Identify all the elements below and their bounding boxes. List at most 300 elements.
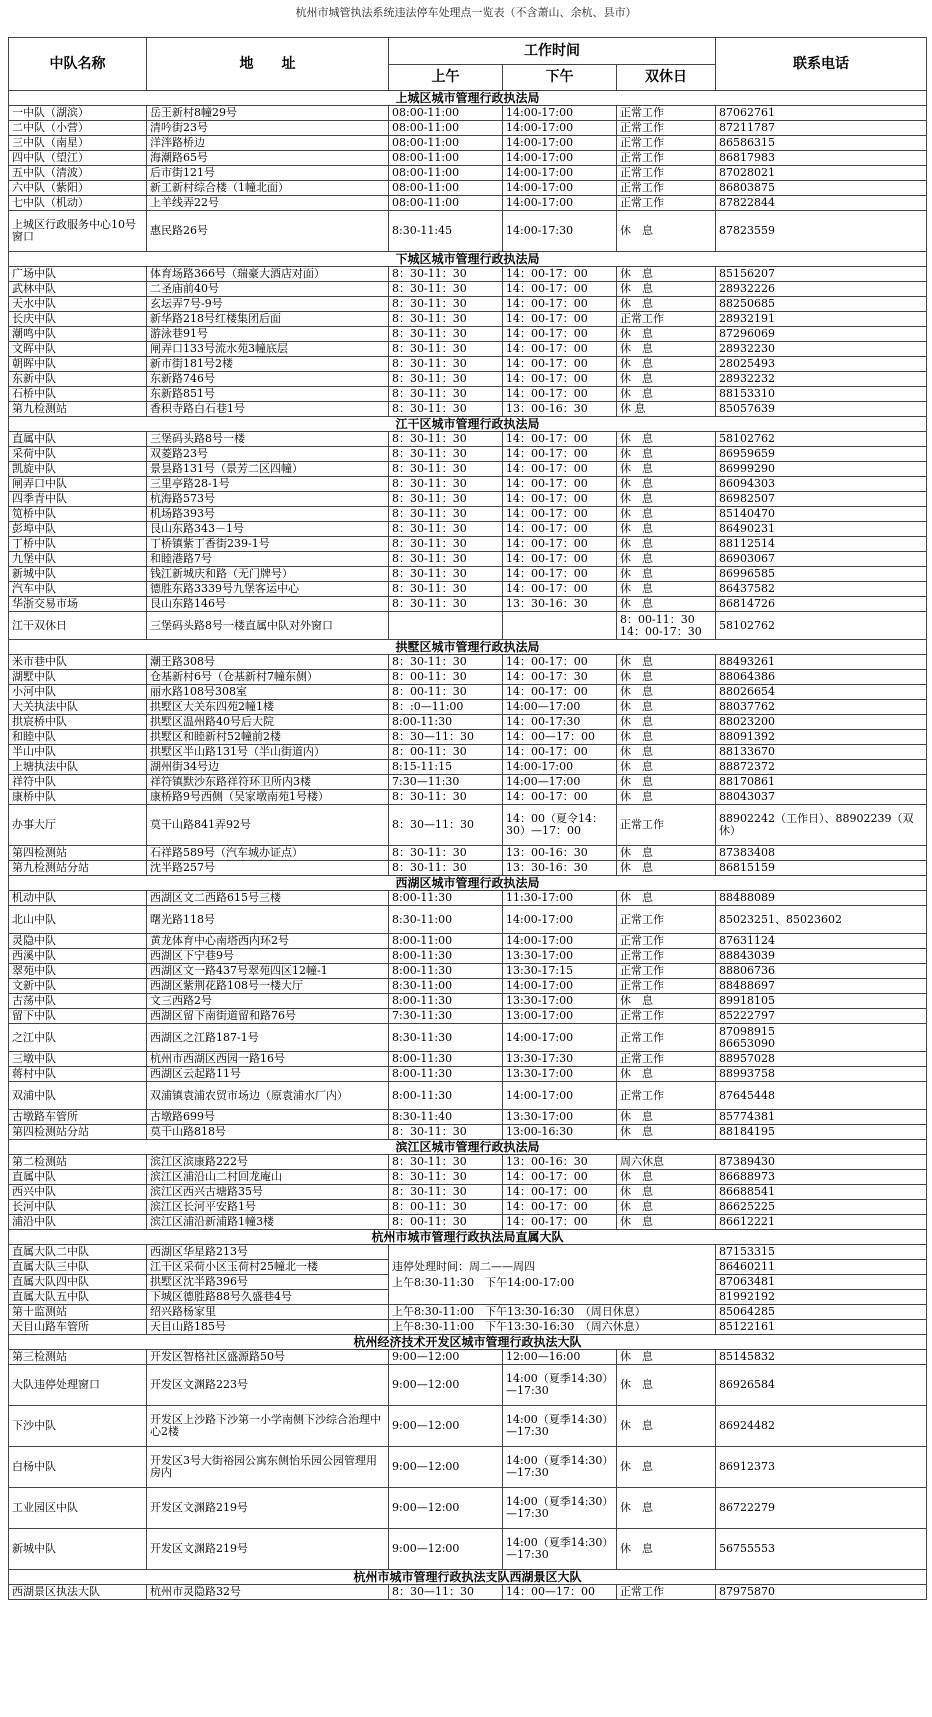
- station-name: 和睦中队: [9, 730, 147, 745]
- station-address: 二圣庙前40号: [147, 282, 389, 297]
- table-row: [9, 775, 927, 790]
- phone-number: 88806736: [716, 964, 927, 979]
- station-address: 潮王路308号: [147, 655, 389, 670]
- phone-number: 88133670: [716, 745, 927, 760]
- station-address: 清吟街23号: [147, 121, 389, 136]
- phone-number: 86490231: [716, 522, 927, 537]
- table-row: [9, 612, 927, 640]
- station-name: 东新中队: [9, 372, 147, 387]
- morning-hours: 8:00-11:30: [389, 891, 503, 906]
- afternoon-hours: 13：00-16：30: [503, 1155, 617, 1170]
- morning-hours: 7:30-11:30: [389, 1009, 503, 1024]
- phone-number-1: 87098915: [719, 1024, 775, 1038]
- station-name: 浦沿中队: [9, 1215, 147, 1230]
- afternoon-hours: 14：00-17：00: [503, 312, 617, 327]
- station-address: 双菱路23号: [147, 447, 389, 462]
- phone-number: 88902242（工作日）、88902239（双休）: [716, 805, 927, 846]
- phone-number: 88843039: [716, 949, 927, 964]
- table-row: [9, 979, 927, 994]
- phone-number: 58102762: [716, 612, 927, 640]
- weekend-status: 休 息: [617, 861, 716, 876]
- afternoon-hours: 14：00-17：00: [503, 327, 617, 342]
- weekend-status: 正常工作: [617, 964, 716, 979]
- afternoon-hours: 13:30-17:00: [503, 1110, 617, 1125]
- table-row: [9, 567, 927, 582]
- phone-number: 86625225: [716, 1200, 927, 1215]
- morning-hours: 8：30—11：30: [389, 730, 503, 745]
- morning-hours: 8：30-11：30: [389, 1185, 503, 1200]
- morning-hours: 8：30-11：30: [389, 402, 503, 417]
- station-address: 艮山东路146号: [147, 597, 389, 612]
- afternoon-hours: 14:00（夏季14:30）—17:30: [503, 1529, 617, 1570]
- morning-hours: 8:00-11:30: [389, 1067, 503, 1082]
- weekend-status: 休 息: [617, 297, 716, 312]
- section-title: 杭州市城市管理行政执法支队西湖景区大队: [9, 1570, 927, 1585]
- morning-hours: 9:00—12:00: [389, 1488, 503, 1529]
- weekend-status: 休 息: [617, 342, 716, 357]
- weekend-status: 正常工作: [617, 1082, 716, 1110]
- weekend-status: 休 息: [617, 715, 716, 730]
- morning-hours: [389, 612, 503, 640]
- afternoon-hours: 13：30-16：30: [503, 597, 617, 612]
- header-phone: 联系电话: [716, 38, 927, 91]
- phone-number: 85122161: [716, 1320, 927, 1335]
- morning-hours: 8：30-11：30: [389, 297, 503, 312]
- section-title: 滨江区城市管理行政执法局: [9, 1140, 927, 1155]
- table-row: [9, 372, 927, 387]
- afternoon-hours: 14：00-17：00: [503, 462, 617, 477]
- weekend-status: 休 息: [617, 1350, 716, 1365]
- station-address: 开发区文渊路223号: [147, 1365, 389, 1406]
- station-address: 滨江区西兴古塘路35号: [147, 1185, 389, 1200]
- table-row: [9, 1082, 927, 1110]
- section-row: [9, 1140, 927, 1155]
- afternoon-hours: 14：00-17：00: [503, 685, 617, 700]
- table-row: [9, 297, 927, 312]
- station-address: 新市街181号2楼: [147, 357, 389, 372]
- station-address: 石祥路589号（汽车城办证点）: [147, 846, 389, 861]
- station-address: 惠民路26号: [147, 211, 389, 252]
- phone-number: 88170861: [716, 775, 927, 790]
- afternoon-hours: 14:00-17:00: [503, 166, 617, 181]
- phone-number: 86959659: [716, 447, 927, 462]
- morning-hours: 8：30—11：30: [389, 805, 503, 846]
- weekend-status: 正常工作: [617, 1009, 716, 1024]
- phone-number: [716, 1024, 927, 1052]
- weekend-status: 正常工作: [617, 934, 716, 949]
- section-row: [9, 417, 927, 432]
- phone-number: 28932226: [716, 282, 927, 297]
- phone-number: 88112514: [716, 537, 927, 552]
- afternoon-hours: 12:00—16:00: [503, 1350, 617, 1365]
- phone-number: 88993758: [716, 1067, 927, 1082]
- phone-number: 28932191: [716, 312, 927, 327]
- morning-hours: 9:00—12:00: [389, 1447, 503, 1488]
- afternoon-hours: 14：00—17：00: [503, 1585, 617, 1600]
- phone-number: 88250685: [716, 297, 927, 312]
- afternoon-hours: 14:00-17:30: [503, 211, 617, 252]
- phone-number: 87383408: [716, 846, 927, 861]
- afternoon-hours: 14：00-17：00: [503, 522, 617, 537]
- station-name: 大队违停处理窗口: [9, 1365, 147, 1406]
- weekend-status: 休 息: [617, 1215, 716, 1230]
- weekend-status: 休 息: [617, 891, 716, 906]
- afternoon-hours: 14：00-17:30: [503, 715, 617, 730]
- station-address: 景昙路131号（景芳二区四幢）: [147, 462, 389, 477]
- station-address: 西湖区之江路187-1号: [147, 1024, 389, 1052]
- morning-hours: 8：30-11：30: [389, 1170, 503, 1185]
- weekend-status: 休 息: [617, 282, 716, 297]
- weekend-status: 正常工作: [617, 181, 716, 196]
- phone-number: 88037762: [716, 700, 927, 715]
- afternoon-hours: 14:00（夏季14:30）—17:30: [503, 1488, 617, 1529]
- weekend-status: 休 息: [617, 357, 716, 372]
- station-address: 西湖区下宁巷9号: [147, 949, 389, 964]
- station-address: 西湖区云起路11号: [147, 1067, 389, 1082]
- station-address: 文三西路2号: [147, 994, 389, 1009]
- afternoon-hours: 14:00（夏季14:30）—17:30: [503, 1365, 617, 1406]
- morning-hours: 8：30-11：30: [389, 447, 503, 462]
- station-name: 文晖中队: [9, 342, 147, 357]
- morning-hours: 8：30-11：30: [389, 387, 503, 402]
- station-address: 东新路746号: [147, 372, 389, 387]
- section-title: 江干区城市管理行政执法局: [9, 417, 927, 432]
- morning-hours: 8：00-11：30: [389, 1200, 503, 1215]
- morning-hours: 8：30-11：30: [389, 1155, 503, 1170]
- section-row: [9, 1335, 927, 1350]
- morning-hours: 8：30-11：30: [389, 327, 503, 342]
- morning-hours: 8：30-11：30: [389, 522, 503, 537]
- table-row: [9, 1245, 927, 1260]
- afternoon-hours: 14:00-17:00: [503, 760, 617, 775]
- morning-hours: 8：30-11：30: [389, 846, 503, 861]
- phone-number: 88026654: [716, 685, 927, 700]
- weekend-status: 正常工作: [617, 949, 716, 964]
- phone-number: 88957028: [716, 1052, 927, 1067]
- phone-number: 56755553: [716, 1529, 927, 1570]
- header-am: 上午: [389, 64, 503, 91]
- section-row: [9, 252, 927, 267]
- station-name: 二中队（小营）: [9, 121, 147, 136]
- afternoon-hours: 14：00-17：00: [503, 1170, 617, 1185]
- table-row: [9, 906, 927, 934]
- morning-hours: 8:30-11:30: [389, 1024, 503, 1052]
- station-name: 西湖景区执法大队: [9, 1585, 147, 1600]
- station-name: 古荡中队: [9, 994, 147, 1009]
- afternoon-hours: 14：00-17：00: [503, 267, 617, 282]
- section-title: 拱墅区城市管理行政执法局: [9, 640, 927, 655]
- afternoon-hours: 14：00-17：00: [503, 372, 617, 387]
- station-address: 拱墅区温州路40号后大院: [147, 715, 389, 730]
- morning-hours: 7:30—11:30: [389, 775, 503, 790]
- phone-number: 87822844: [716, 196, 927, 211]
- phone-number: 85023251、85023602: [716, 906, 927, 934]
- station-address: 拱墅区沈半路396号: [147, 1275, 389, 1290]
- phone-number: 86803875: [716, 181, 927, 196]
- table-row: [9, 121, 927, 136]
- phone-number: 87211787: [716, 121, 927, 136]
- station-name: 武林中队: [9, 282, 147, 297]
- phone-number: 86722279: [716, 1488, 927, 1529]
- station-address: 开发区智格社区盛源路50号: [147, 1350, 389, 1365]
- weekend-status: 休 息: [617, 402, 716, 417]
- weekend-status: 正常工作: [617, 979, 716, 994]
- weekend-status: 休 息: [617, 1185, 716, 1200]
- table-row: [9, 670, 927, 685]
- header-name: 中队名称: [9, 38, 147, 91]
- station-name: 之江中队: [9, 1024, 147, 1052]
- phone-number: 87296069: [716, 327, 927, 342]
- station-address: 拱墅区大关东四苑2幢1楼: [147, 700, 389, 715]
- morning-hours: 8：30-11：30: [389, 432, 503, 447]
- phone-number: 28932230: [716, 342, 927, 357]
- station-name: 天水中队: [9, 297, 147, 312]
- afternoon-hours: 14：00-17：00: [503, 655, 617, 670]
- phone-number: 86460211: [716, 1260, 927, 1275]
- station-name: 凯旋中队: [9, 462, 147, 477]
- weekend-status: 休 息: [617, 1067, 716, 1082]
- afternoon-hours: 14:00-17:00: [503, 151, 617, 166]
- station-name: 上塘执法中队: [9, 760, 147, 775]
- morning-hours: 8：30-11：30: [389, 861, 503, 876]
- station-name: 丁桥中队: [9, 537, 147, 552]
- weekend-status: 休 息: [617, 1488, 716, 1529]
- table-row: [9, 846, 927, 861]
- header-pm: 下午: [503, 64, 617, 91]
- phone-number: 85774381: [716, 1110, 927, 1125]
- section-row: [9, 1230, 927, 1245]
- table-body: [9, 38, 927, 1600]
- table-row: [9, 342, 927, 357]
- morning-hours: 8：30-11：30: [389, 1125, 503, 1140]
- header-time: 工作时间: [389, 38, 716, 65]
- station-address: 开发区3号大街裕园公寓东侧怡乐园公园管理用房内: [147, 1447, 389, 1488]
- station-address: 开发区上沙路下沙第一小学南侧下沙综合治理中心2楼: [147, 1406, 389, 1447]
- afternoon-hours: 14:00-17:00: [503, 121, 617, 136]
- phone-number: 88064386: [716, 670, 927, 685]
- station-name: 长河中队: [9, 1200, 147, 1215]
- station-address: 沈半路257号: [147, 861, 389, 876]
- morning-hours: 08:00-11:00: [389, 106, 503, 121]
- weekend-status: 休 息: [617, 655, 716, 670]
- station-address: 古墩路699号: [147, 1110, 389, 1125]
- station-name: 西兴中队: [9, 1185, 147, 1200]
- morning-hours: 9:00—12:00: [389, 1406, 503, 1447]
- phone-number: 86688973: [716, 1170, 927, 1185]
- weekend-status: 休 息: [617, 267, 716, 282]
- table-row: [9, 1320, 927, 1335]
- morning-hours: 8：00-11：30: [389, 1215, 503, 1230]
- phone-number: 85156207: [716, 267, 927, 282]
- phone-number: 85140470: [716, 507, 927, 522]
- afternoon-hours: 13:30-17:00: [503, 949, 617, 964]
- weekend-status: 休 息: [617, 775, 716, 790]
- weekend-status: 休 息: [617, 597, 716, 612]
- weekend-status: 正常工作: [617, 312, 716, 327]
- afternoon-hours: 14：00-17：00: [503, 1200, 617, 1215]
- afternoon-hours: 14：00-17：00: [503, 1215, 617, 1230]
- header-row: [9, 38, 927, 65]
- afternoon-hours: 14:00-17:00: [503, 1082, 617, 1110]
- header-address: 地 址: [147, 38, 389, 91]
- phone-number: 86999290: [716, 462, 927, 477]
- station-name: 六中队（紫阳）: [9, 181, 147, 196]
- phone-number: 88023200: [716, 715, 927, 730]
- section-row: [9, 1570, 927, 1585]
- phone-number: 86926584: [716, 1365, 927, 1406]
- weekend-status: 休 息: [617, 1406, 716, 1447]
- phone-number: 86815159: [716, 861, 927, 876]
- afternoon-hours: 13:00-16:30: [503, 1125, 617, 1140]
- station-address: 玄坛弄7号-9号: [147, 297, 389, 312]
- phone-number: 88153310: [716, 387, 927, 402]
- afternoon-hours: 14：00-17：00: [503, 447, 617, 462]
- morning-hours: 8：30-11：30: [389, 582, 503, 597]
- table-row: [9, 552, 927, 567]
- phone-number: 88488697: [716, 979, 927, 994]
- table-row: [9, 949, 927, 964]
- station-name: 古墩路车管所: [9, 1110, 147, 1125]
- phone-number: 81992192: [716, 1290, 927, 1305]
- section-title: 杭州经济技术开发区城市管理行政执法大队: [9, 1335, 927, 1350]
- station-name: 北山中队: [9, 906, 147, 934]
- weekend-status: 正常工作: [617, 136, 716, 151]
- weekend-status: 休 息: [617, 537, 716, 552]
- phone-number: 28025493: [716, 357, 927, 372]
- hours-note-days: 违停处理时间：周二——周四: [392, 1259, 535, 1273]
- station-address: 香积寺路白石巷1号: [147, 402, 389, 417]
- afternoon-hours: 14：00—17：00: [503, 730, 617, 745]
- table-row: [9, 537, 927, 552]
- table-row: [9, 861, 927, 876]
- phone-number: 86996585: [716, 567, 927, 582]
- station-name: 第十监测站: [9, 1305, 147, 1320]
- station-name: 半山中队: [9, 745, 147, 760]
- phone-number: 86903067: [716, 552, 927, 567]
- weekend-status: 休 息: [617, 670, 716, 685]
- phone-number: 87062761: [716, 106, 927, 121]
- table-row: [9, 1488, 927, 1529]
- weekend-status: 休 息: [617, 1365, 716, 1406]
- table-row: [9, 964, 927, 979]
- station-address: 滨江区长河平安路1号: [147, 1200, 389, 1215]
- phone-number: 58102762: [716, 432, 927, 447]
- afternoon-hours: 14：00-17：00: [503, 1185, 617, 1200]
- section-title: 杭州市城市管理行政执法局直属大队: [9, 1230, 927, 1245]
- station-name: 上城区行政服务中心10号窗口: [9, 211, 147, 252]
- afternoon-hours: 14:00-17:00: [503, 1024, 617, 1052]
- station-name: 小河中队: [9, 685, 147, 700]
- station-address: 游泳巷91号: [147, 327, 389, 342]
- morning-hours: 8：30-11：30: [389, 477, 503, 492]
- station-name: 新城中队: [9, 1529, 147, 1570]
- table-row: [9, 1067, 927, 1082]
- table-row: [9, 1447, 927, 1488]
- station-address: 三堡码头路8号一楼: [147, 432, 389, 447]
- station-name: 汽车中队: [9, 582, 147, 597]
- afternoon-hours: 14:00-17:00: [503, 906, 617, 934]
- morning-hours: 08:00-11:00: [389, 151, 503, 166]
- morning-hours: 8：00-11：30: [389, 670, 503, 685]
- morning-hours: 9:00—12:00: [389, 1529, 503, 1570]
- station-address: 德胜东路3339号九堡客运中心: [147, 582, 389, 597]
- station-address: 天目山路185号: [147, 1320, 389, 1335]
- table-row: [9, 492, 927, 507]
- morning-hours: 8：:0—11:00: [389, 700, 503, 715]
- table-row: [9, 1155, 927, 1170]
- table-row: [9, 166, 927, 181]
- weekend-status: 休 息: [617, 432, 716, 447]
- table-row: [9, 1305, 927, 1320]
- phone-number: 86688541: [716, 1185, 927, 1200]
- table-row: [9, 196, 927, 211]
- station-address: 莫干山路818号: [147, 1125, 389, 1140]
- morning-hours: 8：30-11：30: [389, 552, 503, 567]
- station-address: 岳王新村8幢29号: [147, 106, 389, 121]
- station-name: 九堡中队: [9, 552, 147, 567]
- station-name: 直属大队三中队: [9, 1260, 147, 1275]
- afternoon-hours: 14：00-17：00: [503, 282, 617, 297]
- phone-number: 88488089: [716, 891, 927, 906]
- station-address: 和睦港路7号: [147, 552, 389, 567]
- afternoon-hours: 14：00-17：00: [503, 492, 617, 507]
- station-name: 下沙中队: [9, 1406, 147, 1447]
- table-row: [9, 1215, 927, 1230]
- weekend-status: 休 息: [617, 1447, 716, 1488]
- station-address: 祥符镇默沙东路祥符环卫所内3楼: [147, 775, 389, 790]
- station-address: 杭州市西湖区西园一路16号: [147, 1052, 389, 1067]
- phone-number: 87631124: [716, 934, 927, 949]
- table-row: [9, 1110, 927, 1125]
- afternoon-hours: 13:00-17:00: [503, 1009, 617, 1024]
- station-name: 四中队（望江）: [9, 151, 147, 166]
- afternoon-hours: 14:00-17:00: [503, 181, 617, 196]
- morning-hours: 8：30-11：30: [389, 537, 503, 552]
- table-row: [9, 136, 927, 151]
- hours-summary: 上午8:30-11:00 下午13:30-16:30 （周六休息）: [389, 1320, 716, 1335]
- phone-number: 87153315: [716, 1245, 927, 1260]
- afternoon-hours: 13：00-16：30: [503, 402, 617, 417]
- table-row: [9, 1200, 927, 1215]
- weekend-status: 休 息: [617, 760, 716, 775]
- stations-table: [8, 37, 927, 1600]
- section-row: [9, 876, 927, 891]
- weekend-status: 正常工作: [617, 1585, 716, 1600]
- phone-number: 85222797: [716, 1009, 927, 1024]
- afternoon-hours: 13:30-17:00: [503, 994, 617, 1009]
- station-address: 西湖区留下南街道留和路76号: [147, 1009, 389, 1024]
- weekend-status: 休 息: [617, 507, 716, 522]
- table-row: [9, 1052, 927, 1067]
- weekend-status: 休 息: [617, 1529, 716, 1570]
- station-address: 双浦镇袁浦农贸市场边（原袁浦水厂内）: [147, 1082, 389, 1110]
- station-address: 黄龙体育中心南塔西内环2号: [147, 934, 389, 949]
- afternoon-hours: 14：00-17：00: [503, 387, 617, 402]
- station-address: 后市街121号: [147, 166, 389, 181]
- table-row: [9, 700, 927, 715]
- table-row: [9, 106, 927, 121]
- station-name: 拱宸桥中队: [9, 715, 147, 730]
- afternoon-hours: 14:00（夏季14:30）—17:30: [503, 1406, 617, 1447]
- table-row: [9, 327, 927, 342]
- morning-hours: 8：30-11：30: [389, 492, 503, 507]
- afternoon-hours: 14:00—17:00: [503, 700, 617, 715]
- station-address: 滨江区滨康路222号: [147, 1155, 389, 1170]
- station-name: 长庆中队: [9, 312, 147, 327]
- morning-hours: 8：30-11：30: [389, 790, 503, 805]
- table-row: [9, 1185, 927, 1200]
- morning-hours: 8：30-11：30: [389, 507, 503, 522]
